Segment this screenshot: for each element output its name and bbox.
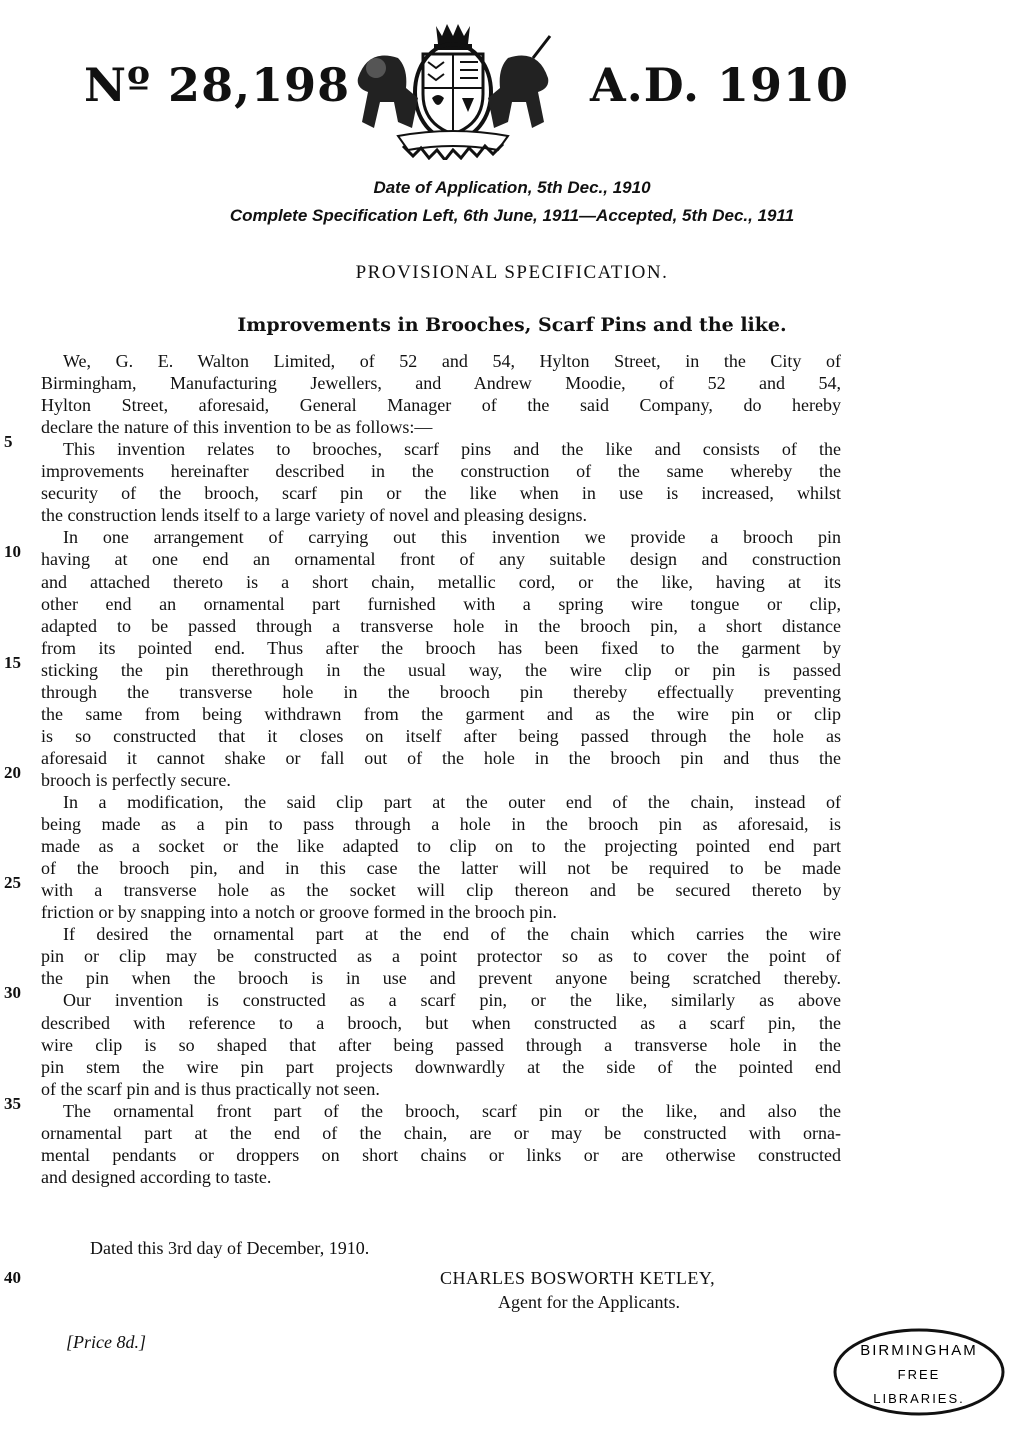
body-line: declare the nature of this invention to be as follows:—	[41, 417, 433, 437]
body-line: pin or clip may be constructed as a point protector so as to cover the point of	[41, 946, 841, 966]
line-number: 15	[4, 653, 21, 672]
body-line: is so constructed that it closes on itself after being passed through the hole as	[41, 726, 841, 746]
body-line: adapted to be passed through a transverse hole in the brooch pin, a short distance	[41, 616, 841, 636]
body-line: In one arrangement of carrying out this invention we provide a brooch pin	[63, 527, 841, 547]
body-line: the construction lends itself to a large variety of novel and pleasing designs.	[41, 505, 588, 525]
body-line: mental pendants or droppers on short chains or links or are otherwise constructed	[41, 1145, 841, 1165]
provisional-specification-heading: PROVISIONAL SPECIFICATION.	[355, 262, 669, 283]
body-line: wire clip is so shaped that after being passed through a transverse hole in the	[41, 1035, 841, 1055]
year-ad: A.D. 1910	[590, 58, 850, 112]
body-line: The ornamental front part of the brooch, scarf pin or the like, and also the	[63, 1101, 841, 1121]
body-line: from its pointed end. Thus after the brooch has been fixed to the garment by	[41, 638, 841, 658]
body-line: through the transverse hole in the brooch pin thereby effectually preventing	[41, 682, 841, 702]
body-line: We, G. E. Walton Limited, of 52 and 54, Hylton Street, in the City of	[63, 351, 841, 371]
body-line: sticking the pin therethrough in the usual way, the wire clip or pin is passed	[41, 660, 841, 680]
body-line: security of the brooch, scarf pin or the like when in use is increased, whilst	[41, 483, 841, 503]
patent-number: Nº 28,198	[84, 58, 351, 112]
date-of-application: Date of Application, 5th Dec., 1910	[373, 178, 651, 197]
body-line: In a modification, the said clip part at the outer end of the chain, instead of	[63, 792, 841, 812]
price: [Price 8d.]	[66, 1332, 146, 1352]
body-line: friction or by snapping into a notch or groove formed in the brooch pin.	[41, 902, 557, 922]
body-line: described with reference to a brooch, but when constructed as a scarf pin, the	[41, 1013, 841, 1033]
stamp-middle-text: FREE	[897, 1367, 941, 1382]
body-line: aforesaid it cannot shake or fall out of the hole in the brooch pin and thus the	[41, 748, 841, 768]
invention-title: Improvements in Brooches, Scarf Pins and the like.	[237, 314, 787, 336]
body-line: If desired the ornamental part at the end of the chain which carries the wire	[63, 924, 841, 944]
dated-line: Dated this 3rd day of December, 1910.	[90, 1238, 370, 1258]
body-line: pin stem the wire pin part projects downwardly at the side of the pointed end	[41, 1057, 841, 1077]
royal-coat-of-arms-icon	[328, 18, 578, 160]
body-line: made as a socket or the like adapted to clip on to the projecting pointed end part	[41, 836, 841, 856]
body-line: other end an ornamental part furnished with a spring wire tongue or clip,	[41, 594, 841, 614]
line-number: 30	[4, 983, 21, 1002]
body-line: the pin when the brooch is in use and prevent anyone being scratched thereby.	[41, 968, 841, 988]
agent-signature: CHARLES BOSWORTH KETLEY,	[440, 1268, 716, 1288]
body-line: Hylton Street, aforesaid, General Manager of the said Company, do hereby	[41, 395, 841, 415]
stamp-bottom-text: LIBRARIES.	[873, 1391, 965, 1406]
body-line: having at one end an ornamental front of any suitable design and construction	[41, 549, 841, 569]
body-line: ornamental part at the end of the chain, are or may be constructed with orna-	[41, 1123, 841, 1143]
body-line: and attached thereto is a short chain, metallic cord, or the like, having at its	[41, 572, 841, 592]
line-number: 20	[4, 763, 21, 782]
library-stamp	[830, 1325, 1008, 1419]
complete-specification-dates: Complete Specification Left, 6th June, 1911—Accepted, 5th Dec., 1911	[229, 206, 795, 225]
stamp-top-text: BIRMINGHAM	[860, 1342, 978, 1359]
body-line: with a transverse hole as the socket will clip thereon and be secured thereto by	[41, 880, 841, 900]
line-number: 10	[4, 542, 21, 561]
body-line: of the brooch pin, and in this case the latter will not be required to be made	[41, 858, 841, 878]
line-number: 40	[4, 1268, 21, 1287]
body-line: Our invention is constructed as a scarf pin, or the like, similarly as above	[63, 990, 841, 1010]
line-number: 35	[4, 1094, 21, 1113]
body-line: Birmingham, Manufacturing Jewellers, and Andrew Moodie, of 52 and 54,	[41, 373, 841, 393]
agent-role: Agent for the Applicants.	[498, 1292, 680, 1312]
line-number: 5	[4, 432, 13, 451]
body-line: brooch is perfectly secure.	[41, 770, 231, 790]
body-line: This invention relates to brooches, scarf pins and the like and consists of the	[63, 439, 841, 459]
body-line: improvements hereinafter described in the construction of the same whereby the	[41, 461, 841, 481]
body-line: the same from being withdrawn from the garment and as the wire pin or clip	[41, 704, 841, 724]
body-line: of the scarf pin and is thus practically not seen.	[41, 1079, 380, 1099]
body-line: and designed according to taste.	[41, 1167, 272, 1187]
line-number: 25	[4, 873, 21, 892]
body-line: being made as a pin to pass through a hole in the brooch pin as aforesaid, is	[41, 814, 841, 834]
